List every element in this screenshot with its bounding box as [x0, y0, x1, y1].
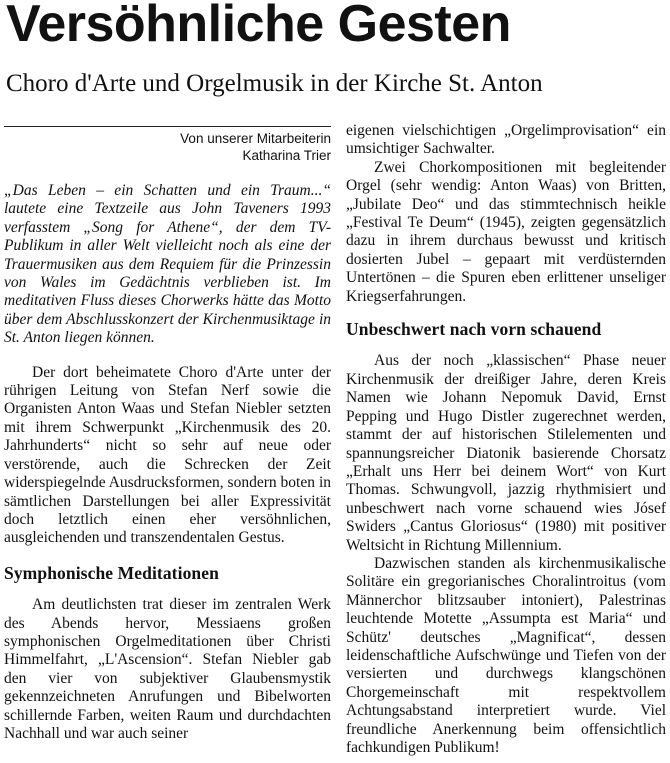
body-paragraph-3: Zwei Chorkompositionen mit begleitender Orgel (sehr wendig: Anton Waas) von Britten, „Jubilate Deo“ und das stimmtechnisch heikle „Festival Te Deum“ (1945), zeigten gegensätzlich dazu in ihrem durchaus bewusst und kritisch dosierten Jubel – gepaart mit verdüsternden Untertönen – die Spuren eben erlittener unseliger Kriegserfahrungen. — [346, 158, 666, 305]
column-right — [346, 122, 666, 757]
byline — [4, 130, 331, 164]
section-heading-1: Symphonische Meditationen — [4, 562, 219, 583]
lead-text: „Das Leben – ein Schatten und ein Traum...“ lautete eine Textzeile aus John Taveners 1993 verfasstem „Song for Athene“, der dem TV-Publikum in aller Welt vielleicht noch als eine der Trauermusiken aus dem Requiem für die Prinzessin von Wales im Gedächtnis verblieben ist. Im meditativen Fluss dieses Chorwerks hätte das Motto über dem Abschlusskonzert der Kirchenmusiktage in St. Anton liegen können. — [4, 182, 331, 347]
lead-paragraph — [4, 182, 331, 348]
byline-line-1: Von unserer Mitarbeiterin — [180, 131, 331, 146]
body-paragraph-2-continued: eigenen vielschichtigen „Orgelimprovisation“ ein umsichtiger Sachwalter. — [346, 122, 666, 158]
body-paragraph-2: Am deutlichsten trat dieser im zentralen Werk des Abends hervor, Messiaens großen symphonischen Orgelmeditationen über Christi Himmelfahrt, „L'Ascension“. Stefan Niebler gab den vier von subjektiver Glaubensmystik gekennzeichneten Anrufungen und Bibelworten schillernde Farben, weiten Raum und durchdachten Nachhall und war auch seiner — [4, 596, 331, 742]
byline-author: Katharina Trier — [242, 148, 331, 163]
body-paragraph-5: Dazwischen standen als kirchenmusikalische Solitäre ein gregorianisches Choralintroitus (vom Männerchor blitzsauber intoniert), Palestrinas leuchtende Motette „Assumpta est Maria“ und Schütz' deutsches „Magnificat“, dessen leidenschaftliche Aufschwünge und Tiefen von der versierten und durchwegs klangschönen Chorgemeinschaft mit respektvollem Achtungsabstand interpretiert wurde. Viel freundliche Anerkennung beim offensichtlich fachkundigen Publikum! — [346, 554, 666, 756]
body-paragraph-1: Der dort beheimatete Choro d'Arte unter der rührigen Leitung von Stefan Nerf sowie die Organisten Anton Waas und Stefan Niebler setzten mit ihrem Schwerpunkt „Kirchenmusik des 20. Jahrhunderts“ nicht so sehr auf neue oder verstörende, auch die Schrecken der Zeit widerspiegelnde Ausdrucksformen, sondern boten in sämtlichen Darstellungen bei aller Expressivität doch letztlich einen eher versöhnlichen, ausgleichenden und transzendentalen Gestus. — [4, 363, 331, 547]
subheadline: Choro d'Arte und Orgelmusik in der Kirche St. Anton — [6, 70, 543, 97]
column-left — [4, 126, 331, 743]
section-heading-2: Unbeschwert nach vorn schauend — [346, 319, 602, 340]
body-paragraph-4: Aus der noch „klassischen“ Phase neuer Kirchenmusik der dreißiger Jahre, deren Kreis Namen wie Johann Nepomuk David, Ernst Pepping und Hugo Distler zugerechnet werden, stammt der auf historischen Stilelementen und spannungsreicher Diatonik basierende Chorsatz „Erhalt uns Herr bei deinem Wort“ von Kurt Thomas. Schwungvoll, jazzig rhythmisiert und unbeschwert nach vorne schauend wies Jósef Swiders „Cantus Gloriosus“ (1980) mit positiver Weltsicht in Richtung Millennium. — [346, 352, 666, 554]
headline: Versöhnliche Gesten — [6, 0, 511, 53]
byline-rule — [4, 126, 331, 127]
